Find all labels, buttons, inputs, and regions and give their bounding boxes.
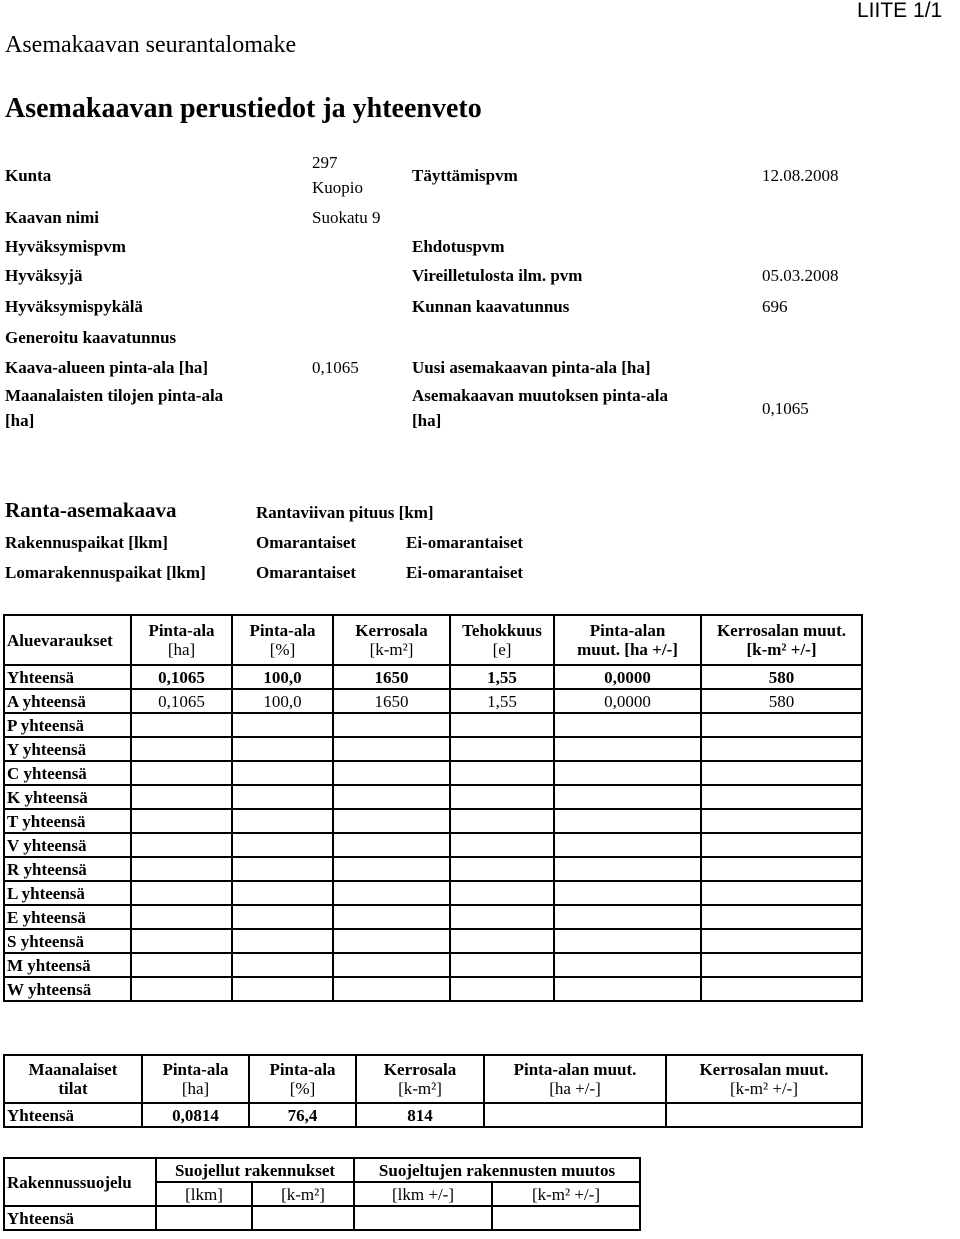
maanalaiset-table [3, 1054, 863, 1128]
header-suojeltujen-muutos: Suojeltujen rakennusten muutos [354, 1158, 640, 1182]
maanalaiset-pinta-ala-ha: 0,0814 [142, 1103, 249, 1127]
cell-kerrosala: 1650 [333, 665, 450, 689]
table-row [4, 809, 862, 833]
maanalaiset-ala-label-1: Maanalaisten tilojen pinta-ala [5, 386, 224, 405]
rakennuspaikat-label: Rakennuspaikat [lkm] [5, 533, 168, 552]
maanalaiset-total-label: Yhteensä [4, 1103, 142, 1127]
cell-label: W yhteensä [4, 977, 131, 1001]
header-unit: [k-m² +/-] [746, 640, 817, 659]
aluevaraukset-header-row [4, 615, 862, 665]
cell-kerrosala [333, 761, 450, 785]
cell-tehokkuus [450, 809, 554, 833]
header-maanalaiset [4, 1055, 142, 1103]
alue-ala-value: 0,1065 [312, 358, 359, 377]
muutos-ala-value: 0,1065 [762, 399, 809, 418]
vireille-label: Vireilletulosta ilm. pvm [412, 266, 583, 285]
cell-label: A yhteensä [4, 689, 131, 713]
cell-pinta-ala-ha [131, 929, 232, 953]
cell-pinta-alan-muut [554, 905, 701, 929]
maanalaiset-ala-label-2: [ha] [5, 411, 35, 430]
vireille-value: 05.03.2008 [762, 266, 839, 285]
rakennussuojelu-lkm-muutos [354, 1206, 492, 1230]
cell-label: L yhteensä [4, 881, 131, 905]
cell-kerrosalan-muut [701, 905, 862, 929]
header-suojellut-rakennukset: Suojellut rakennukset [156, 1158, 354, 1182]
header-unit: [k-m²] [398, 1079, 442, 1098]
cell-kerrosalan-muut [701, 857, 862, 881]
kunta-code: 297 [312, 153, 338, 172]
cell-kerrosalan-muut: 580 [701, 665, 862, 689]
table-row [4, 881, 862, 905]
header-m-kerrosalan-muut [666, 1055, 862, 1103]
table-row [4, 905, 862, 929]
header-m-pinta-alan-muut [484, 1055, 666, 1103]
cell-pinta-ala-ha [131, 905, 232, 929]
cell-kerrosala [333, 905, 450, 929]
cell-pinta-ala-ha [131, 833, 232, 857]
cell-pinta-ala-pct [232, 881, 333, 905]
header-k-m2-muutos: [k-m² +/-] [492, 1182, 640, 1206]
header-m-pinta-ala-ha [142, 1055, 249, 1103]
header-unit: [ha] [181, 1079, 210, 1098]
maanalaiset-total-row [4, 1103, 862, 1127]
cell-label: S yhteensä [4, 929, 131, 953]
kaavatunnus-value: 696 [762, 297, 788, 316]
cell-pinta-ala-pct: 100,0 [232, 689, 333, 713]
cell-label: Yhteensä [4, 665, 131, 689]
kaavatunnus-label: Kunnan kaavatunnus [412, 297, 570, 316]
cell-kerrosala [333, 785, 450, 809]
header-m-kerrosala [356, 1055, 484, 1103]
cell-pinta-ala-pct [232, 809, 333, 833]
header-text: Kerrosalan muut. [716, 621, 847, 640]
form-title: Asemakaavan seurantalomake [5, 32, 297, 58]
header-text: Pinta-ala [249, 621, 316, 640]
table-row [4, 953, 862, 977]
kaavan-nimi-value: Suokatu 9 [312, 208, 381, 227]
header-k-m2: [k-m²] [252, 1182, 354, 1206]
header-kerrosalan-muut [701, 615, 862, 665]
cell-pinta-alan-muut [554, 713, 701, 737]
cell-pinta-ala-ha [131, 737, 232, 761]
cell-tehokkuus [450, 953, 554, 977]
cell-pinta-alan-muut [554, 953, 701, 977]
cell-pinta-ala-pct [232, 905, 333, 929]
header-text: Kerrosalan muut. [699, 1060, 829, 1079]
cell-pinta-alan-muut [554, 833, 701, 857]
cell-pinta-ala-ha [131, 977, 232, 1001]
header-pinta-ala-pct [232, 615, 333, 665]
header-text: Tehokkuus [462, 621, 542, 640]
cell-kerrosala [333, 833, 450, 857]
cell-pinta-alan-muut [554, 881, 701, 905]
cell-label: K yhteensä [4, 785, 131, 809]
cell-label: C yhteensä [4, 761, 131, 785]
cell-pinta-ala-pct [232, 761, 333, 785]
cell-tehokkuus [450, 761, 554, 785]
cell-pinta-ala-ha: 0,1065 [131, 689, 232, 713]
maanalaiset-kerrosalan-muut [666, 1103, 862, 1127]
table-row [4, 977, 862, 1001]
header-unit: [k-m² +/-] [729, 1079, 799, 1098]
cell-kerrosala [333, 953, 450, 977]
table-row [4, 665, 862, 689]
cell-pinta-ala-pct [232, 857, 333, 881]
header-text: Pinta-alan muut. [513, 1060, 637, 1079]
table-row [4, 689, 862, 713]
cell-kerrosala [333, 737, 450, 761]
cell-kerrosala [333, 713, 450, 737]
omarantaiset-label: Omarantaiset [256, 533, 357, 552]
header-rakennussuojelu: Rakennussuojelu [4, 1158, 156, 1206]
cell-pinta-alan-muut [554, 977, 701, 1001]
ehdotuspvm-label: Ehdotuspvm [412, 237, 505, 256]
cell-tehokkuus [450, 737, 554, 761]
header-text: Pinta-ala [162, 1060, 229, 1079]
header-text: Pinta-alan [589, 621, 666, 640]
cell-tehokkuus [450, 881, 554, 905]
kunta-label: Kunta [5, 166, 52, 185]
table-row [4, 833, 862, 857]
cell-pinta-ala-ha [131, 785, 232, 809]
cell-pinta-alan-muut [554, 929, 701, 953]
header-text: Pinta-ala [269, 1060, 336, 1079]
cell-pinta-ala-pct [232, 833, 333, 857]
tayttamispvm-label: Täyttämispvm [412, 166, 518, 185]
tayttamispvm-value: 12.08.2008 [762, 166, 839, 185]
kunta-name: Kuopio [312, 178, 363, 197]
cell-tehokkuus [450, 905, 554, 929]
header-text: Kerrosala [383, 1060, 457, 1079]
header-unit: [%] [269, 640, 296, 659]
ranta-title: Ranta-asemakaava [5, 498, 177, 522]
maanalaiset-pinta-ala-pct: 76,4 [249, 1103, 356, 1127]
cell-kerrosala [333, 881, 450, 905]
loma-ei-omarantaiset-label: Ei-omarantaiset [406, 563, 524, 582]
cell-pinta-ala-ha [131, 881, 232, 905]
aluevaraukset-body [4, 665, 862, 1001]
cell-tehokkuus [450, 857, 554, 881]
header-unit: [ha +/-] [549, 1079, 601, 1098]
rakennussuojelu-total-label: Yhteensä [4, 1206, 156, 1230]
cell-tehokkuus: 1,55 [450, 689, 554, 713]
cell-kerrosalan-muut [701, 785, 862, 809]
cell-label: R yhteensä [4, 857, 131, 881]
rantaviiva-label: Rantaviivan pituus [km] [256, 503, 434, 522]
rakennussuojelu-lkm [156, 1206, 252, 1230]
header-text: Pinta-ala [148, 621, 215, 640]
cell-tehokkuus [450, 833, 554, 857]
page-title: Asemakaavan perustiedot ja yhteenveto [5, 93, 482, 124]
lomarakennuspaikat-label: Lomarakennuspaikat [lkm] [5, 563, 206, 582]
cell-pinta-ala-pct [232, 737, 333, 761]
cell-kerrosala: 1650 [333, 689, 450, 713]
header-pinta-ala-ha [131, 615, 232, 665]
ei-omarantaiset-label: Ei-omarantaiset [406, 533, 524, 552]
rakennussuojelu-k-m2-muutos [492, 1206, 640, 1230]
cell-kerrosalan-muut [701, 737, 862, 761]
header-lkm-muutos: [lkm +/-] [354, 1182, 492, 1206]
cell-tehokkuus [450, 929, 554, 953]
cell-kerrosalan-muut [701, 713, 862, 737]
cell-kerrosala [333, 929, 450, 953]
header-text: Kerrosala [355, 621, 428, 640]
cell-label: E yhteensä [4, 905, 131, 929]
cell-pinta-ala-pct [232, 953, 333, 977]
cell-pinta-ala-ha: 0,1065 [131, 665, 232, 689]
maanalaiset-header-row [4, 1055, 862, 1103]
cell-pinta-alan-muut [554, 857, 701, 881]
table-row [4, 929, 862, 953]
cell-kerrosala [333, 977, 450, 1001]
header-unit: [k-m²] [369, 640, 414, 659]
cell-pinta-ala-ha [131, 713, 232, 737]
cell-pinta-ala-ha [131, 857, 232, 881]
cell-kerrosalan-muut [701, 833, 862, 857]
rakennussuojelu-header-row-1 [4, 1158, 640, 1182]
muutos-ala-label-2: [ha] [412, 411, 442, 430]
cell-kerrosala [333, 857, 450, 881]
table-row [4, 737, 862, 761]
cell-pinta-alan-muut: 0,0000 [554, 689, 701, 713]
cell-pinta-ala-ha [131, 761, 232, 785]
cell-pinta-alan-muut: 0,0000 [554, 665, 701, 689]
cell-tehokkuus: 1,55 [450, 665, 554, 689]
hyvaksyja-label: Hyväksyjä [5, 266, 83, 285]
cell-pinta-alan-muut [554, 809, 701, 833]
header-text: Maanalaiset [28, 1060, 118, 1079]
aluevaraukset-table [3, 614, 863, 1002]
header-m-pinta-ala-pct [249, 1055, 356, 1103]
cell-kerrosalan-muut [701, 881, 862, 905]
cell-pinta-ala-ha [131, 953, 232, 977]
cell-kerrosalan-muut [701, 929, 862, 953]
cell-pinta-ala-pct [232, 929, 333, 953]
cell-tehokkuus [450, 977, 554, 1001]
header-unit: [ha] [167, 640, 196, 659]
header-kerrosala [333, 615, 450, 665]
header-lkm: [lkm] [156, 1182, 252, 1206]
cell-kerrosalan-muut [701, 977, 862, 1001]
cell-pinta-ala-ha [131, 809, 232, 833]
rakennussuojelu-k-m2 [252, 1206, 354, 1230]
pykala-label: Hyväksymispykälä [5, 297, 143, 316]
maanalaiset-pinta-alan-muut [484, 1103, 666, 1127]
maanalaiset-kerrosala: 814 [356, 1103, 484, 1127]
header-pinta-alan-muut [554, 615, 701, 665]
cell-kerrosalan-muut: 580 [701, 689, 862, 713]
cell-tehokkuus [450, 713, 554, 737]
uusi-ala-label: Uusi asemakaavan pinta-ala [ha] [412, 358, 651, 377]
table-row [4, 761, 862, 785]
cell-tehokkuus [450, 785, 554, 809]
header-unit: [%] [289, 1079, 316, 1098]
cell-label: P yhteensä [4, 713, 131, 737]
table-row [4, 857, 862, 881]
cell-kerrosalan-muut [701, 761, 862, 785]
cell-label: T yhteensä [4, 809, 131, 833]
cell-label: V yhteensä [4, 833, 131, 857]
cell-pinta-ala-pct [232, 713, 333, 737]
alue-ala-label: Kaava-alueen pinta-ala [ha] [5, 358, 209, 377]
cell-label: M yhteensä [4, 953, 131, 977]
muutos-ala-label-1: Asemakaavan muutoksen pinta-ala [412, 386, 668, 405]
cell-pinta-ala-pct [232, 785, 333, 809]
cell-pinta-alan-muut [554, 785, 701, 809]
cell-kerrosalan-muut [701, 809, 862, 833]
header-aluevaraukset: Aluevaraukset [4, 615, 131, 665]
cell-kerrosalan-muut [701, 953, 862, 977]
header-unit: [e] [492, 640, 512, 659]
header-tehokkuus [450, 615, 554, 665]
generoitu-label: Generoitu kaavatunnus [5, 328, 177, 347]
table-row [4, 785, 862, 809]
kaavan-nimi-label: Kaavan nimi [5, 208, 99, 227]
table-row [4, 713, 862, 737]
cell-label: Y yhteensä [4, 737, 131, 761]
appendix-label: LIITE 1/1 [857, 0, 943, 22]
header-unit: muut. [ha +/-] [577, 640, 678, 659]
cell-pinta-ala-pct: 100,0 [232, 665, 333, 689]
cell-kerrosala [333, 809, 450, 833]
loma-omarantaiset-label: Omarantaiset [256, 563, 357, 582]
cell-pinta-alan-muut [554, 737, 701, 761]
cell-pinta-alan-muut [554, 761, 701, 785]
header-text: tilat [58, 1079, 88, 1098]
rakennussuojelu-total-row [4, 1206, 640, 1230]
rakennussuojelu-table [3, 1157, 641, 1231]
hyvaksymispvm-label: Hyväksymispvm [5, 237, 126, 256]
cell-pinta-ala-pct [232, 977, 333, 1001]
